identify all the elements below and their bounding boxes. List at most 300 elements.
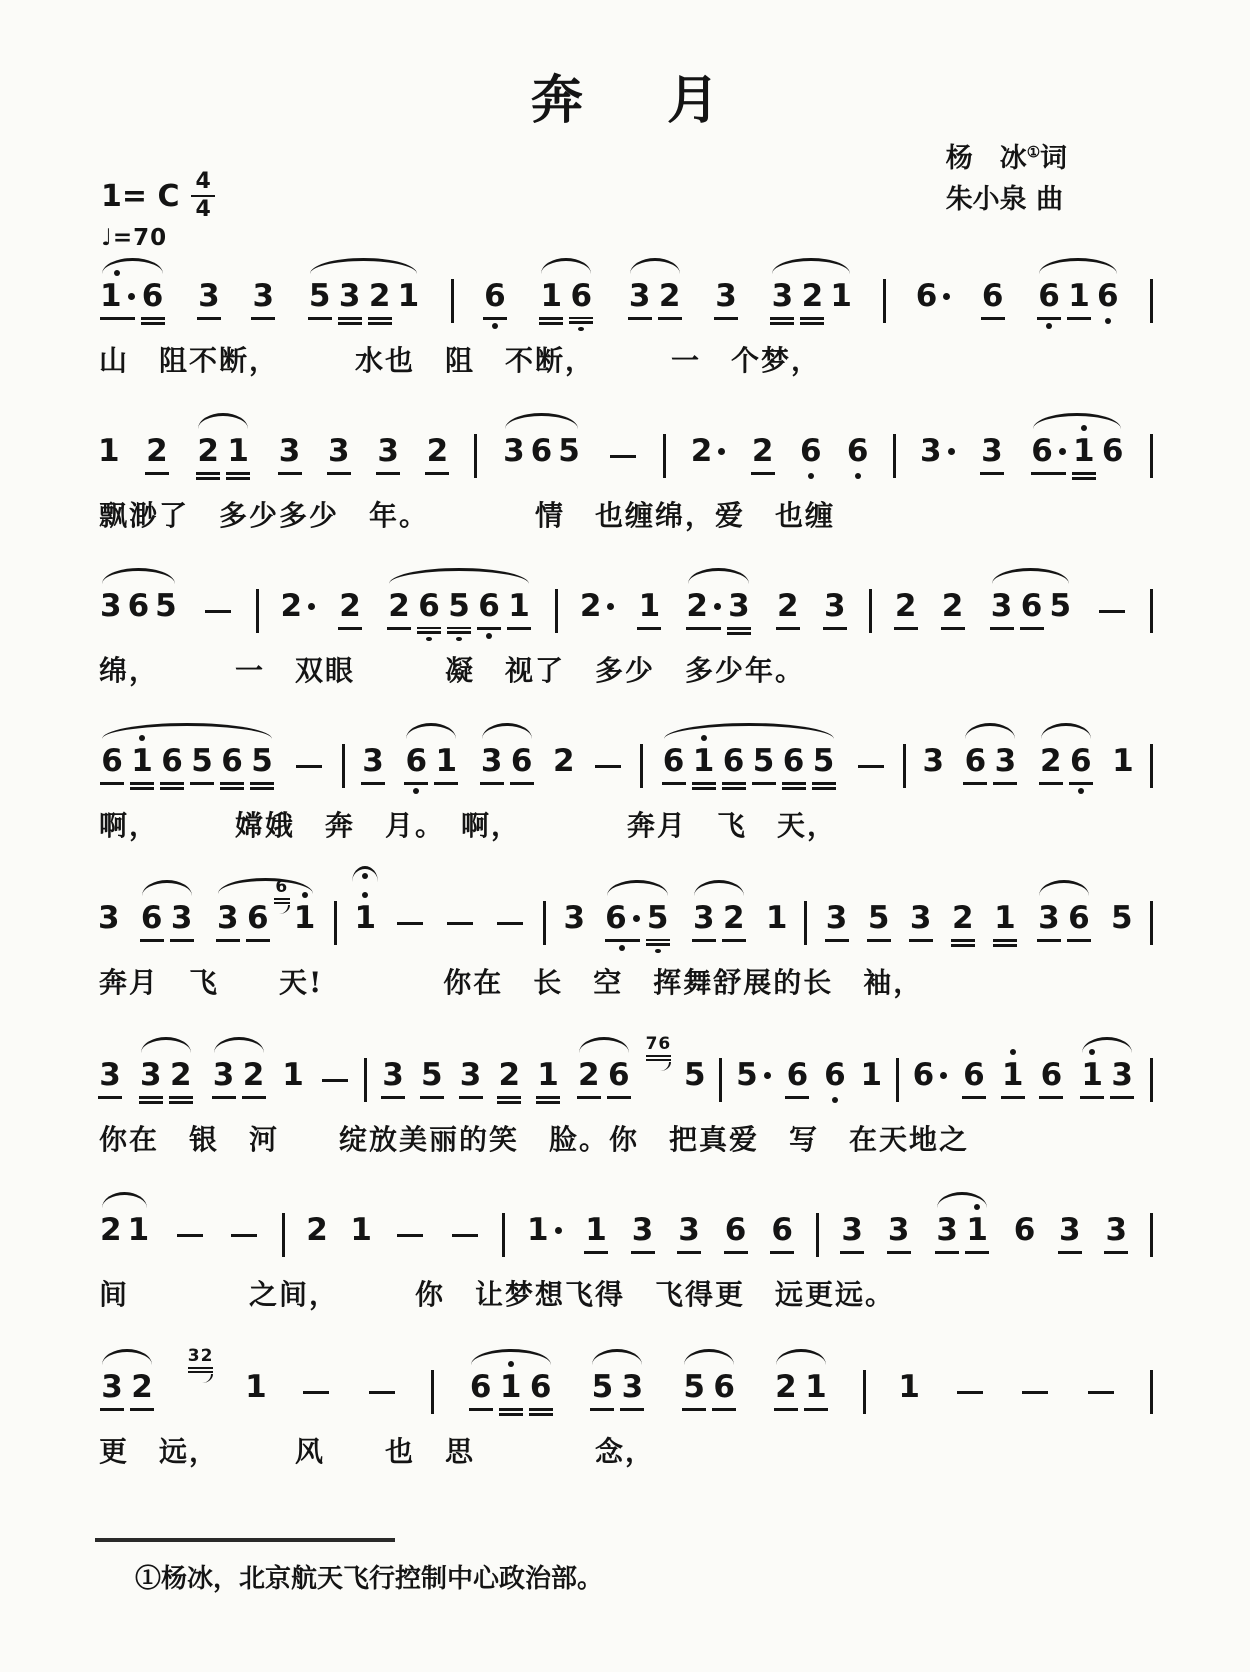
note-mid [728, 588, 750, 624]
note-mid [691, 433, 726, 469]
note [155, 567, 177, 641]
hold-dash [177, 1191, 203, 1265]
note [1039, 722, 1063, 796]
note-digit: 5 [558, 432, 580, 469]
note-digit: 6 [724, 1211, 747, 1248]
note-digit: 3 [99, 1056, 121, 1093]
note-digit: 3 [338, 277, 361, 314]
note-digit: 6 [1020, 587, 1043, 624]
note [499, 1348, 523, 1422]
note [722, 722, 746, 796]
beam-underline [242, 1096, 266, 1099]
note [607, 1036, 631, 1110]
hold-dash [231, 1191, 257, 1265]
notation-line [95, 257, 1155, 331]
note-digit: 6 [127, 587, 150, 624]
note-digit: 6 [529, 1368, 552, 1405]
beam-underline [825, 939, 849, 942]
note [242, 1036, 266, 1110]
beam-underline [980, 472, 1004, 475]
augmentation-dot [607, 603, 614, 610]
slur-group [95, 722, 279, 796]
note-bottom [913, 1093, 948, 1110]
note [354, 879, 376, 953]
note-digit: 1 [638, 587, 661, 624]
note [246, 879, 270, 953]
note [776, 567, 800, 641]
slur-group [769, 1348, 833, 1422]
hold-dash [322, 1036, 348, 1110]
note [662, 722, 686, 796]
barline [431, 1348, 434, 1422]
augmentation-dot [718, 448, 725, 455]
note [529, 1348, 553, 1422]
note-digit: 3 [936, 1211, 958, 1248]
note [98, 412, 120, 486]
note-bottom [245, 1405, 267, 1422]
note-digit: 2 [242, 1056, 265, 1093]
beam-underline [196, 472, 220, 475]
note-bottom [825, 936, 849, 953]
beam-underline [646, 939, 670, 941]
note-mid [800, 433, 822, 469]
note-mid [916, 278, 951, 314]
note-mid [350, 1212, 372, 1248]
note-bottom [776, 624, 800, 641]
beam-underline [387, 627, 411, 630]
beam-underline [368, 322, 392, 325]
note [658, 257, 682, 331]
note-mid [647, 900, 669, 936]
note [459, 1036, 483, 1110]
low-octave-dot [426, 637, 432, 642]
note-digit: 5 [1049, 587, 1072, 624]
note-mid [830, 278, 852, 314]
note-bottom [774, 1405, 798, 1422]
note [1072, 412, 1096, 486]
beam-underline [993, 939, 1017, 942]
note-digit: 6 [722, 742, 745, 779]
note-bottom [1001, 1093, 1025, 1110]
note [860, 1036, 882, 1110]
note [962, 1036, 986, 1110]
note [990, 567, 1014, 641]
note-bottom [607, 1093, 631, 1110]
note-mid [1097, 278, 1119, 314]
note-mid [140, 1057, 162, 1093]
note-mid [942, 588, 964, 624]
system [95, 1034, 1155, 1158]
note-bottom [677, 1248, 701, 1265]
note-bottom [712, 1405, 736, 1422]
note-mid [802, 278, 824, 314]
barline [543, 879, 546, 953]
note-bottom [139, 1093, 163, 1110]
note-bottom [812, 779, 836, 796]
beam-underline [145, 472, 169, 475]
beam-underline [677, 1251, 701, 1254]
beam-underline [887, 1251, 911, 1254]
note-mid [406, 743, 428, 779]
note-bottom [941, 624, 965, 641]
note-digit: 2 [941, 587, 964, 624]
slur-group [572, 1036, 636, 1110]
note-bottom [354, 936, 376, 953]
note-mid [499, 1057, 521, 1093]
slur-group [303, 257, 425, 331]
note-digit: 2 [368, 277, 391, 314]
grace-note [274, 877, 290, 953]
lyrics-line: 奔月 飞 天! 你在 长 空 挥舞舒展的长 袖， [99, 966, 924, 999]
slur-group [135, 879, 199, 953]
note-digit: 1 [537, 1056, 559, 1093]
beam-underline [376, 472, 400, 475]
note-digit: 3 [98, 899, 120, 936]
augmentation-dot [764, 1072, 771, 1079]
beam-underline [425, 472, 449, 475]
notation-line [95, 567, 1155, 641]
note-bottom [909, 936, 933, 953]
note-digit: 5 [812, 742, 835, 779]
low-octave-dot [808, 473, 814, 479]
note-bottom [714, 314, 738, 331]
note [646, 879, 670, 953]
note [916, 257, 951, 331]
notation-line [95, 1191, 1155, 1265]
hold-dash [1022, 1348, 1048, 1422]
note-digit: 1 [765, 899, 788, 936]
hold-dash [447, 879, 473, 953]
note-bottom [1031, 469, 1066, 486]
note-mid [146, 433, 168, 469]
slur-group [985, 567, 1077, 641]
lyrics-line: 飘渺了 多少多少 年。 情 也缠绵，爱 也缠 [99, 499, 836, 532]
note-mid [982, 278, 1004, 314]
note [628, 257, 652, 331]
note-bottom [507, 624, 531, 641]
beam-underline [840, 1251, 864, 1254]
note [497, 1036, 521, 1110]
low-octave-dot [619, 945, 625, 951]
note-mid [460, 1057, 482, 1093]
note [770, 257, 794, 331]
note-digit: 3 [887, 1211, 910, 1248]
beam-underline [993, 782, 1017, 785]
note-digit: 1 [526, 1211, 549, 1248]
note-mid [713, 1369, 735, 1405]
note [569, 257, 593, 331]
barline [474, 412, 477, 486]
beam-underline [722, 782, 746, 785]
beam-underline [338, 317, 362, 320]
beam-underline [434, 782, 458, 785]
note [1111, 879, 1133, 953]
note-mid [608, 1057, 630, 1093]
beam-underline [226, 472, 250, 475]
note-mid [824, 588, 846, 624]
beam-underline [751, 472, 775, 475]
note-mid [243, 1057, 265, 1093]
note-mid [541, 278, 563, 314]
note [141, 257, 165, 331]
note-mid [1038, 278, 1060, 314]
beam-underline [1072, 472, 1096, 475]
note [338, 567, 362, 641]
note-digit: 3 [771, 277, 794, 314]
note-digit: 1 [1001, 1056, 1024, 1093]
beam-underline [246, 939, 270, 942]
beam-underline [1104, 1251, 1128, 1254]
note-bottom [682, 1405, 706, 1422]
note [637, 567, 661, 641]
slur-group [681, 567, 756, 641]
note-bottom [100, 314, 135, 331]
note-digit: 3 [1105, 1211, 1128, 1248]
hold-dash [957, 1348, 983, 1422]
note-digit: 2 [426, 432, 449, 469]
beam-underline [141, 317, 165, 320]
note [420, 1036, 444, 1110]
note-digit: 2 [777, 587, 799, 624]
note [98, 1036, 122, 1110]
note-mid [170, 1057, 192, 1093]
note [170, 879, 194, 953]
note-bottom [620, 1405, 644, 1422]
note-mid [898, 1369, 920, 1405]
beam-underline [160, 782, 184, 785]
note-bottom [923, 779, 945, 796]
beam-underline [800, 317, 824, 320]
note [736, 1036, 771, 1110]
hold-dash [397, 1191, 423, 1265]
lyrics-line: 更 远， 风 也 思 念， [99, 1435, 656, 1468]
note-mid [571, 278, 593, 314]
note-mid [279, 433, 301, 469]
note [1031, 412, 1066, 486]
note-digit: 1 [508, 587, 530, 624]
note-bottom [226, 469, 250, 486]
note [1058, 1191, 1082, 1265]
barline [869, 567, 872, 641]
beam-underline [100, 782, 124, 785]
note-bottom [993, 779, 1017, 796]
beam-underline [447, 631, 471, 633]
note-bottom [306, 1248, 328, 1265]
note [531, 412, 553, 486]
note-digit: 1 [805, 1368, 827, 1405]
note-digit: 6 [824, 1056, 846, 1093]
note-bottom [404, 779, 428, 796]
slur-group [95, 1191, 154, 1265]
note-bottom [804, 1405, 828, 1422]
note [527, 1191, 562, 1265]
quarter-note-icon: ♩ [101, 225, 113, 251]
note-digit: 6 [478, 587, 500, 624]
note-bottom [327, 469, 351, 486]
note-mid [824, 1057, 846, 1093]
note-bottom [197, 314, 221, 331]
note [350, 1191, 372, 1265]
note-digit: 6 [418, 587, 440, 624]
note [381, 1036, 405, 1110]
note-mid [1070, 743, 1092, 779]
note-bottom [1069, 779, 1093, 796]
system [95, 412, 1155, 534]
note-mid [191, 743, 213, 779]
note-mid [659, 278, 681, 314]
note-mid [553, 743, 575, 779]
note-digit: 3 [216, 899, 239, 936]
note [1067, 879, 1091, 953]
system [95, 1346, 1155, 1470]
note-bottom [417, 624, 441, 641]
beam-underline [1110, 1096, 1134, 1099]
beam-underline [770, 317, 794, 320]
beam-underline [770, 322, 794, 325]
note [887, 1191, 911, 1265]
lyrics-line: 绵， 一 双眼 凝 视了 多少 多少年。 [99, 654, 806, 687]
beam-underline [141, 322, 165, 325]
note-bottom [398, 314, 420, 331]
slur-group [475, 722, 539, 796]
note-mid [693, 743, 715, 779]
high-octave-dot [974, 1204, 980, 1210]
note-digit: 6 [1040, 1056, 1063, 1093]
note [941, 567, 965, 641]
note [536, 1036, 560, 1110]
note-bottom [212, 1093, 236, 1110]
note-digit: 6 [912, 1056, 935, 1093]
note [981, 257, 1005, 331]
beam-underline [250, 787, 274, 790]
lyricist-role: 词 [1040, 143, 1067, 174]
note-bottom [782, 779, 806, 796]
note-bottom [823, 624, 847, 641]
note-digit: 3 [377, 432, 399, 469]
beam-underline [785, 1096, 809, 1099]
note [100, 257, 135, 331]
composer-name: 朱小泉 [945, 183, 1027, 215]
footnote [95, 1538, 1155, 1595]
note-mid [826, 900, 848, 936]
note-bottom [1067, 314, 1091, 331]
note [447, 567, 471, 641]
note [804, 1348, 828, 1422]
note-mid [753, 743, 775, 779]
note-digit: 1 [692, 742, 715, 779]
grace-underline [188, 1371, 214, 1373]
beam-underline [1067, 317, 1091, 320]
augmentation-dot [1059, 448, 1066, 455]
note-bottom [751, 469, 775, 486]
note-bottom [376, 469, 400, 486]
beam-underline [692, 939, 716, 942]
note-mid [362, 743, 384, 779]
lyrics-line: 间 之间， 你 让梦想飞得 飞得更 远更远。 [99, 1278, 896, 1311]
slur-group [958, 722, 1022, 796]
hold-dash [858, 722, 884, 796]
note-bottom [140, 936, 164, 953]
note [677, 1191, 701, 1265]
note [387, 567, 411, 641]
note-mid [1014, 1212, 1036, 1248]
note-mid [128, 1212, 150, 1248]
note [278, 412, 302, 486]
grace-digits: 6 [275, 877, 289, 897]
slur-group [687, 879, 751, 953]
beam-underline [770, 1251, 794, 1254]
lyrics-line: 山 阻不断， 水也 阻 不断， 一 个梦， [99, 344, 822, 377]
note-digit: 2 [801, 277, 824, 314]
beam-underline [951, 939, 975, 942]
note-mid [1002, 1057, 1024, 1093]
note [145, 412, 169, 486]
note-digit: 3 [990, 587, 1013, 624]
note-bottom [381, 1093, 405, 1110]
beam-underline [529, 1413, 553, 1416]
beam-underline [993, 944, 1017, 947]
note-digit: 6 [605, 899, 627, 936]
note-bottom [867, 936, 891, 953]
hold-dash [1088, 1348, 1114, 1422]
note-digit: 6 [963, 1056, 985, 1093]
note-digit: 6 [484, 277, 506, 314]
note-digit: 1 [282, 1056, 304, 1093]
beam-underline [1037, 939, 1061, 942]
note-bottom [646, 936, 670, 953]
note-bottom [766, 936, 788, 953]
beam-underline [981, 317, 1005, 320]
barline [1150, 567, 1153, 641]
note-top [1089, 1039, 1095, 1057]
note-digit: 2 [658, 277, 681, 314]
note-digit: 6 [140, 899, 163, 936]
slur-group [930, 1191, 994, 1265]
note-digit: 3 [480, 742, 503, 779]
note [920, 412, 955, 486]
note-bottom [169, 1093, 193, 1110]
beam-underline [1080, 1096, 1104, 1099]
note-digit: 3 [621, 1368, 644, 1405]
note-digit: 1 [860, 1056, 883, 1093]
note-mid [1031, 433, 1066, 469]
note-mid [910, 900, 932, 936]
note-mid [294, 900, 316, 936]
note-mid [995, 743, 1017, 779]
beam-underline [130, 787, 154, 790]
note-digit: 2 [131, 1368, 153, 1405]
note-mid [605, 900, 640, 936]
beam-underline [714, 317, 738, 320]
slur-group [191, 412, 255, 486]
note-mid [253, 278, 275, 314]
high-octave-dot [362, 892, 368, 898]
note [196, 412, 220, 486]
note-digit: 3 [212, 1056, 235, 1093]
note-bottom [281, 624, 316, 641]
note-digit: 1 [585, 1211, 607, 1248]
note-bottom [434, 779, 458, 796]
hold-dash [369, 1348, 395, 1422]
note-bottom [1039, 779, 1063, 796]
note-bottom [569, 314, 593, 331]
note-digit: 2 [894, 587, 917, 624]
note-mid [100, 1212, 122, 1248]
note-mid [1106, 1212, 1128, 1248]
low-octave-dot [486, 633, 492, 639]
note-bottom [830, 314, 852, 331]
beam-underline [507, 627, 531, 630]
